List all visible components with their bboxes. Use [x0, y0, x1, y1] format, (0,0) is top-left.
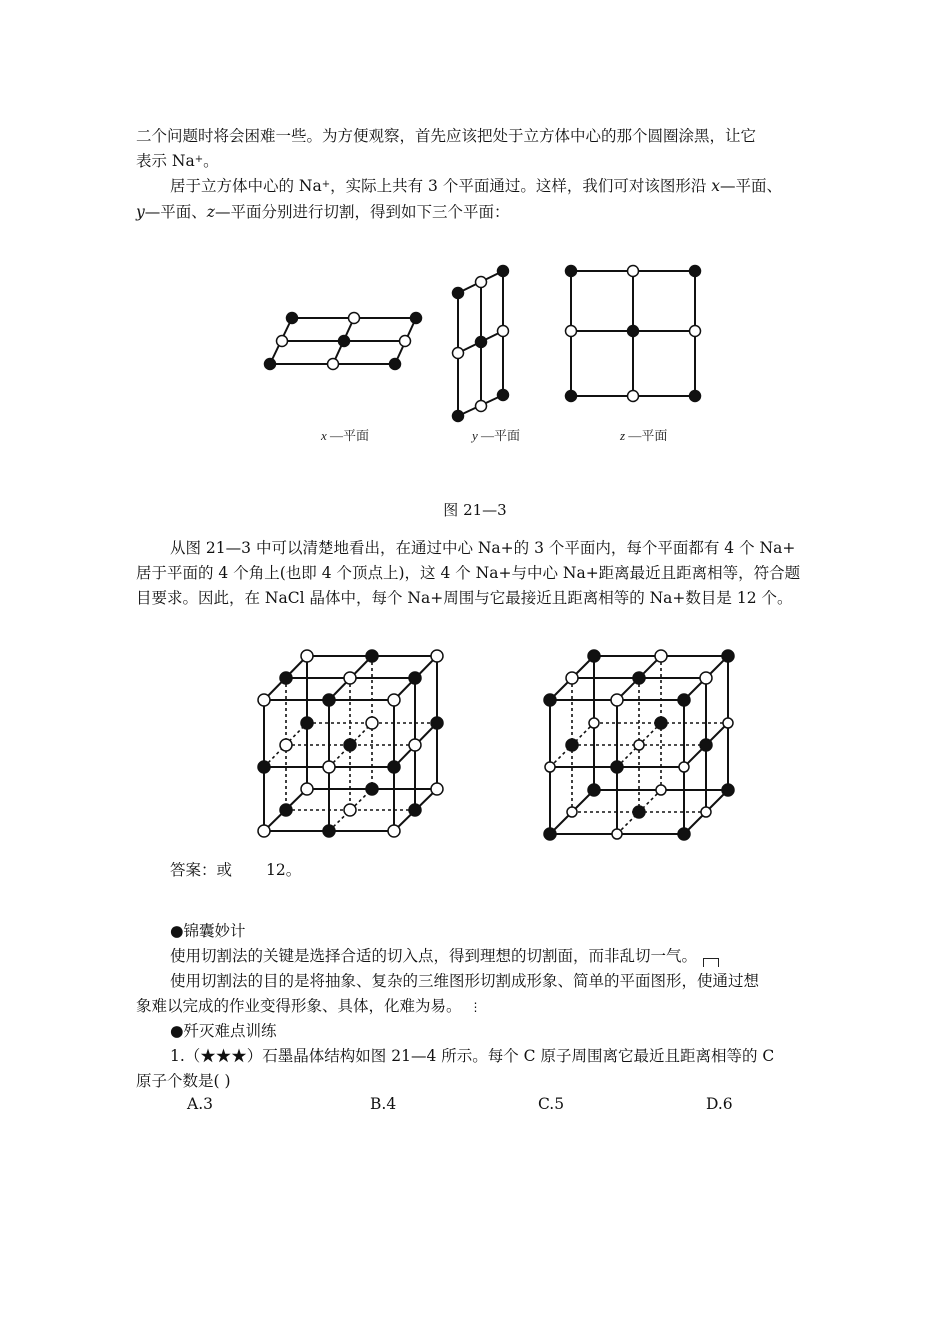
paragraph-line: 从图 21—3 中可以清楚地看出，在通过中心 Na+的 3 个平面内，每个平面都有 4 个 Na+	[170, 539, 796, 557]
option-b: B.4	[370, 1095, 397, 1113]
question-line: 1.（★★★）石墨晶体结构如图 21—4 所示。每个 C 原子周围离它最近且距离相等的 C	[170, 1047, 775, 1065]
text: 二个问题时将会困难一些。为方便观察，首先应该把处于立方体中心的那个圆圈涂黑，让它	[136, 127, 757, 145]
section-heading: ●歼灭难点训练	[170, 1022, 277, 1040]
answer-label: 答案：或	[170, 861, 233, 879]
text: 表示 Na	[136, 152, 195, 170]
paragraph-line: 居于平面的 4 个角上(也即 4 个顶点上)，这 4 个 Na+与中心 Na+距离最近且距离相等，符合题	[136, 564, 801, 582]
answer-value: 12。	[266, 861, 302, 879]
paragraph-line	[136, 944, 860, 969]
paragraph-line: 目要求。因此，在 NaCl 晶体中，每个 Na+周围与它最接近且距离相等的 Na+数目是 12 个。	[136, 589, 793, 607]
nacl-cube-1	[258, 650, 443, 837]
variable-y: y	[136, 203, 145, 221]
question-line: 原子个数是( )	[136, 1072, 231, 1090]
variable-x: x	[711, 177, 721, 195]
variable-z: z	[206, 203, 215, 221]
text: 使用切割法的关键是选择合适的切入点，得到理想的切割面，而非乱切一气。	[170, 947, 698, 965]
text: 居于立方体中心的 Na	[170, 177, 322, 195]
paragraph-line	[136, 994, 826, 1020]
text: —平面、	[720, 177, 783, 195]
paragraph-line: 使用切割法的目的是将抽象、复杂的三维图形切割成形象、简单的平面图形，使通过想	[170, 972, 760, 990]
option-a: A.3	[187, 1095, 213, 1113]
superscript: +	[194, 154, 204, 165]
x-plane-label: x —平面	[321, 428, 370, 443]
option-c: C.5	[538, 1095, 565, 1113]
answer-line	[136, 858, 860, 883]
figure-caption: 图 21—3	[443, 501, 507, 519]
text: ，实际上共有 3 个平面通过。这样，我们可对该图形沿	[330, 177, 712, 195]
z-plane-label: z —平面	[620, 428, 668, 443]
dots-mark: ⋮	[469, 1000, 482, 1014]
text: —平面分别进行切割，得到如下三个平面：	[214, 203, 510, 221]
text: —平面、	[144, 203, 207, 221]
superscript: +	[321, 179, 331, 190]
text: 。	[203, 152, 219, 170]
bracket-mark	[703, 958, 719, 967]
section-heading: ●锦囊妙计	[170, 922, 246, 940]
y-plane-label: y —平面	[472, 428, 521, 443]
text: 象难以完成的作业变得形象、具体，化难为易。	[136, 997, 462, 1015]
nacl-cube-2	[544, 650, 734, 840]
option-d: D.6	[706, 1095, 733, 1113]
